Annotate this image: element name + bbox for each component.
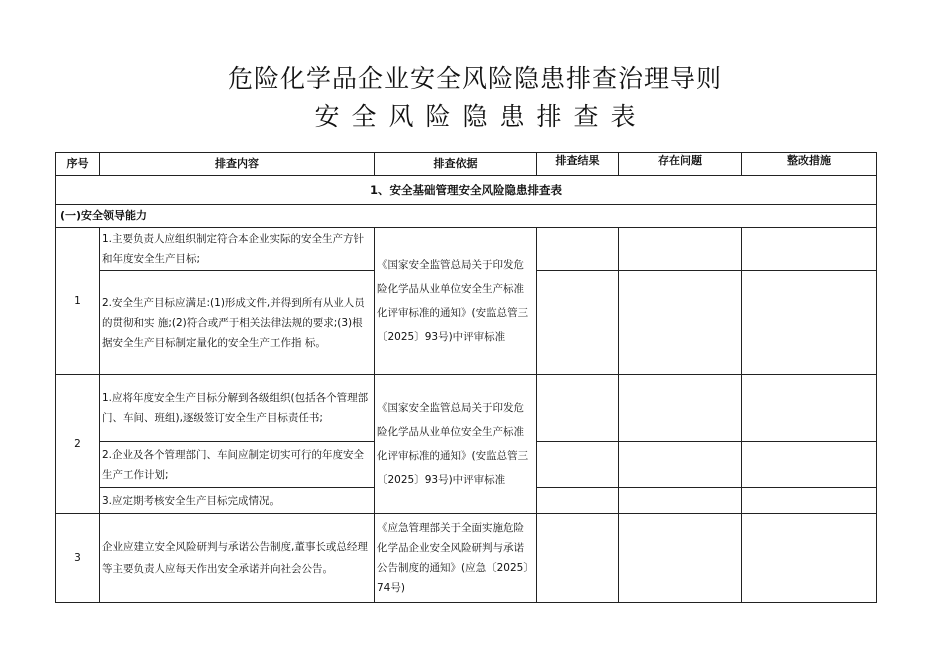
checklist-table (55, 152, 877, 603)
table-header-row (56, 153, 877, 176)
check-item: 企业应建立安全风险研判与承诺公告制度,董事长或总经理等主要负责人应每天作出安全承诺并向社会公告。 (100, 514, 375, 603)
problem-cell[interactable] (619, 488, 742, 514)
problem-cell[interactable] (619, 228, 742, 271)
header-seq: 序号 (56, 153, 100, 176)
result-cell[interactable] (537, 228, 619, 271)
check-item: 2.安全生产目标应满足:(1)形成文件,并得到所有从业人员的贯彻和实 施;(2)符合或严于相关法律法规的要求;(3)根据安全生产目标制定量化的安全生产工作指 标。 (100, 271, 375, 375)
check-item: 1.主要负责人应组织制定符合本企业实际的安全生产方针和年度安全生产目标; (100, 228, 375, 271)
check-basis: 《国家安全监管总局关于印发危险化学品从业单位安全生产标准化评审标准的通知》(安监总管三〔2025〕93号)中评审标准 (375, 375, 537, 514)
result-cell[interactable] (537, 488, 619, 514)
check-item: 1.应将年度安全生产目标分解到各级组织(包括各个管理部门、车间、班组),逐级签订安全生产目标责任书; (100, 375, 375, 442)
problem-cell[interactable] (619, 514, 742, 603)
measure-cell[interactable] (742, 514, 877, 603)
checklist-sheet (55, 152, 877, 603)
problem-cell[interactable] (619, 442, 742, 488)
row-seq: 3 (56, 514, 100, 603)
document-subtitle: 安全风险隐患排查表 (314, 102, 648, 131)
measure-cell[interactable] (742, 375, 877, 442)
table-row (56, 375, 877, 442)
result-cell[interactable] (537, 514, 619, 603)
result-cell[interactable] (537, 375, 619, 442)
document-title: 危险化学品企业安全风险隐患排查治理导则 (227, 64, 722, 93)
header-content: 排查内容 (100, 153, 375, 176)
header-measure: 整改措施 (742, 153, 877, 176)
result-cell[interactable] (537, 442, 619, 488)
subsection-title: (一)安全领导能力 (56, 205, 877, 228)
section-title: 1、安全基础管理安全风险隐患排查表 (56, 176, 877, 205)
measure-cell[interactable] (742, 488, 877, 514)
table-row (56, 514, 877, 603)
measure-cell[interactable] (742, 442, 877, 488)
row-seq: 2 (56, 375, 100, 514)
measure-cell[interactable] (742, 228, 877, 271)
check-item: 3.应定期考核安全生产目标完成情况。 (100, 488, 375, 514)
check-basis: 《国家安全监管总局关于印发危险化学品从业单位安全生产标准化评审标准的通知》(安监总管三〔2025〕93号)中评审标准 (375, 228, 537, 375)
row-seq: 1 (56, 228, 100, 375)
header-result: 排查结果 (537, 153, 619, 176)
header-basis: 排查依据 (375, 153, 537, 176)
result-cell[interactable] (537, 271, 619, 375)
table-row (56, 228, 877, 271)
problem-cell[interactable] (619, 375, 742, 442)
problem-cell[interactable] (619, 271, 742, 375)
section-row (56, 176, 877, 205)
measure-cell[interactable] (742, 271, 877, 375)
header-problem: 存在问题 (619, 153, 742, 176)
check-basis: 《应急管理部关于全面实施危险化学品企业安全风险研判与承诺公告制度的通知》(应急〔2025〕74号) (375, 514, 537, 603)
subsection-row (56, 205, 877, 228)
check-item: 2.企业及各个管理部门、车间应制定切实可行的年度安全生产工作计划; (100, 442, 375, 488)
